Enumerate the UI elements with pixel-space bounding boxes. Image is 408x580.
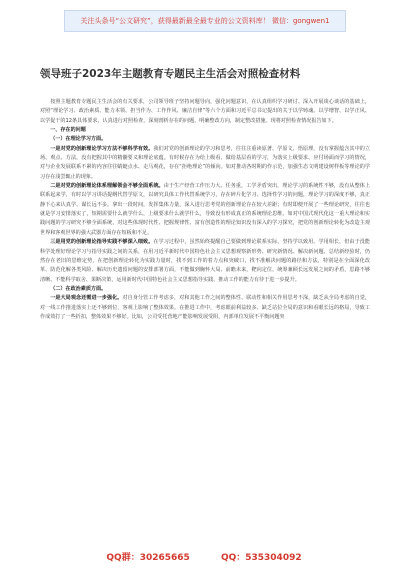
body-paragraph xyxy=(40,182,370,238)
footer-qq-group: QQ群：30265665 xyxy=(106,553,190,563)
footer-qq: QQ：535304092 xyxy=(220,553,302,563)
body-paragraph xyxy=(40,145,370,182)
paragraph-text: （一）在理论学习方面。 xyxy=(50,136,107,143)
body-paragraph xyxy=(40,238,370,285)
paragraph-text: 按照主题教育专题民主生活会的有关要求，公司领导班子坚持问题导向，强化问题意识，在认真组织学习研讨、深入开展谈心谈话的基础上，对照“理论学习、政治素质、能力本领、担当作为、工作作风、廉洁自律”等六个方面和习近平总书记提出的关于以学铸魂、以学增智、以学正风、以学促干的12条具体要求，认真进行对照检查，深刻剖析存在的问题，明确整改方向，制定整改措施。现将对照检查情况报告如下。 xyxy=(40,99,370,124)
paragraph-text: 对自身分管工作考虑多，对和其他工作之间的整体性、联动性和相关作用思考不深，缺乏从全局考虑的自觉，对一线工作推进落实上还不够到位，客观上影响了整体效果。在推进工作中，考虑眼前利益较多、缺乏站位全局的意识和看眼长远的格局，导致工作成效打了一些折扣，整体效果不够好。比如，公司受托营地产能影响发展受阻，内部单位发展不平衡问题突 xyxy=(40,295,370,320)
paragraph-lead: 二是对党的创新理论体系理解领会不够全面系统。 xyxy=(50,183,164,190)
paragraph-lead: 三是用党的创新理论指导实践不够深入细致。 xyxy=(50,239,154,246)
page-title: 领导班子2023年主题教育专题民主生活会对照检查材料 xyxy=(40,68,301,80)
paragraph-text: 在学习过程中，虽然始终提醒自己要做到理论联系实际，坚持学以致用、学用相长，但由于没能科学处理好理论学习与指导实践之间的关系，在用习近平新时代中国特色社会主义思想观察新形势、研究新情况、解决新问题、总结新经验时，仍然存在老旧的思维定势，在把创新理论转化为实践力量时，找不到工作的着力点和突破口，找不准解决问题的路径和方法，特别是在全面深化改革、防范化解各类风险、解决历史遗留问题的安排部署方面，不能做到胸怀大局、前瞻未来，靶向定位，统筹兼顾长远发展之间的矛盾，思路不够清晰、不能科学取舍、果断决策，运用新时代中国特色社会主义思想指导实践、推动工作的能力有待于进一步提升。 xyxy=(40,239,370,283)
paragraph-lead: 一是对党的创新理论学习方法不够科学有效。 xyxy=(50,145,154,152)
body-paragraph xyxy=(40,98,370,126)
paragraph-text: 一、存在的问题 xyxy=(50,127,86,134)
document-body xyxy=(40,98,370,322)
paragraph-text: （二）在政治素质方面。 xyxy=(50,285,107,292)
paragraph-text: 由于生产经营工作压力大、任务重，工学矛盾突出，理论学习的系统性不够，没有从整体上联系起来学，有时以学习讲话提纲代替学原文，以研究具体工作代替系统学习，存在碎片化学习、选择性学习的问题，理论学习的深度不够，真正静下心来认真学、谋长远不多。拿出一段时间，发挥集体力量，深入进行思考党的创新理论存在较大差距；有时即便开展了一些理论研究，往往也就是学习安排落实了，短期需要什么就学什么，上级要求什么就学什么，导致没有形成真正的系统理论思维。如对中国式现代化这一重大理论和实践问题的学习研究不够全面系统，对这些体现时代性、把握规律性、富有创造性的理论知识没有深入的学习探究，把党的创新理论转化为改造主观世界和客观世界的强大武器方面存在短板和不足。 xyxy=(40,183,370,236)
footer-contact xyxy=(0,550,408,563)
subsection-heading xyxy=(40,285,370,294)
subsection-heading xyxy=(40,135,370,144)
paragraph-text: 我们对党的创新理论的学习和思考，往往注重读原著、学原文、悟原理，没有掌握蕴含其中的立场、观点、方法，没有把握其中的精髓要义和理论底蕴。有时候存在为给上级看、做给基层看的学习，为落实上级要求、应付场面而学习的情况，对与企业发展联系不紧的内容往往蜻蜓点水、走马观花，存在“拒绝理论”的倾向。如对推动各时期的作示范，加强生态文明建设树样板等理论的学习存在浅尝辄止的现象。 xyxy=(40,145,370,180)
paragraph-lead: 一是大局观念还需进一步强化。 xyxy=(50,295,123,302)
top-banner: 关注头条号“公文研究”，获得最新最全最专业的公文资料库！ 微信：gongwen1 xyxy=(64,10,346,32)
body-paragraph xyxy=(40,294,370,322)
section-heading xyxy=(40,126,370,135)
